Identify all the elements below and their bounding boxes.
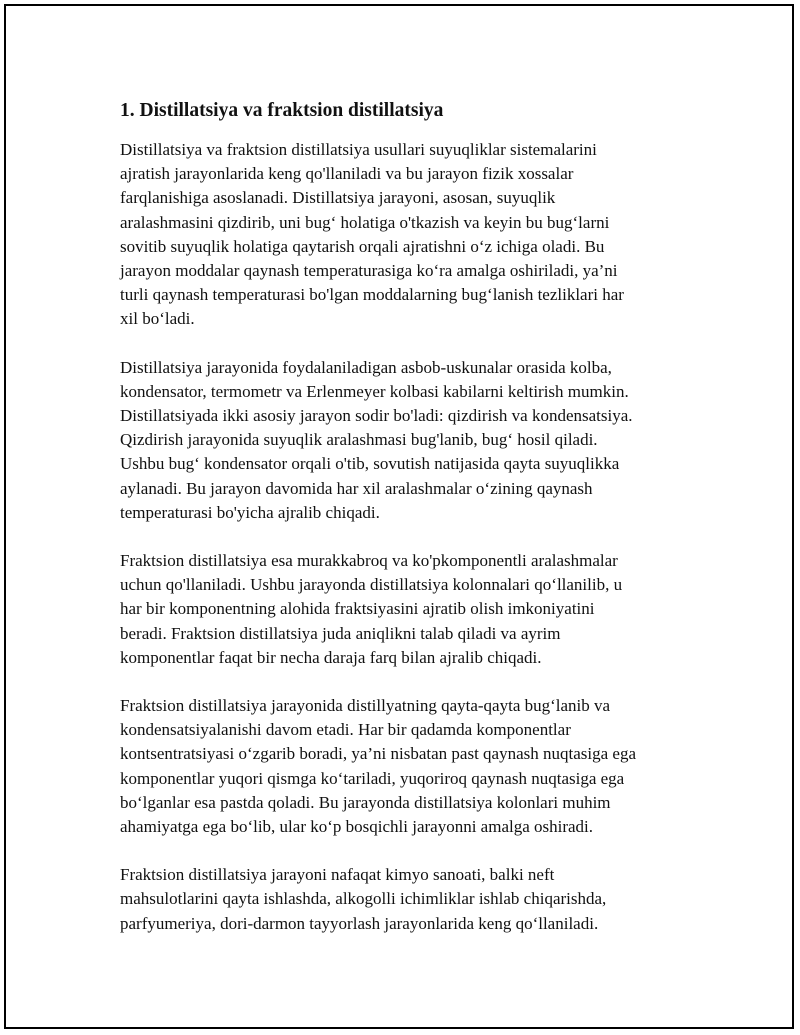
text-line: kondensatsiyalanishi davom etadi. Har bir qadamda komponentlar: [120, 720, 571, 740]
text-line: Ushbu bug‘ kondensator orqali o'tib, sovutish natijasida qayta suyuqlikka: [120, 454, 620, 474]
text-line: Fraktsion distillatsiya esa murakkabroq va ko'pkomponentli aralashmalar: [120, 551, 618, 571]
text-line: kontsentratsiyasi o‘zgarib boradi, ya’ni nisbatan past qaynash nuqtasiga ega: [120, 744, 636, 764]
text-line: uchun qo'llaniladi. Ushbu jarayonda distillatsiya kolonnalari qo‘llanilib, u: [120, 575, 623, 595]
paragraph-3: [120, 549, 710, 670]
text-line: ahamiyatga ega bo‘lib, ular ko‘p bosqichli jarayonni amalga oshiradi.: [120, 817, 594, 837]
document-body: [120, 98, 710, 960]
text-line: aylanadi. Bu jarayon davomida har xil aralashmalar o‘zining qaynash: [120, 478, 593, 498]
text-line: ajratish jarayonlarida keng qo'llaniladi va bu jarayon fizik xossalar: [120, 164, 574, 184]
text-line: komponentlar yuqori qismga ko‘tariladi, yuqoriroq qaynash nuqtasiga ega: [120, 768, 625, 788]
text-line: komponentlar faqat bir necha daraja farq bilan ajralib chiqadi.: [120, 647, 542, 667]
text-line: Fraktsion distillatsiya jarayonida distillyatning qayta-qayta bug‘lanib va: [120, 696, 611, 716]
document-title: 1. Distillatsiya va fraktsion distillatsiya: [120, 100, 444, 121]
paragraph-4: [120, 694, 710, 839]
page-frame: [4, 4, 794, 1029]
text-line: aralashmasini qizdirib, uni bug‘ holatiga o'tkazish va keyin bu bug‘larni: [120, 212, 610, 232]
text-line: Distillatsiya jarayonida foydalaniladigan asbob-uskunalar orasida kolba,: [120, 357, 612, 377]
text-line: parfyumeriya, dori-darmon tayyorlash jarayonlarida keng qo‘llaniladi.: [120, 913, 599, 933]
text-line: sovitib suyuqlik holatiga qaytarish orqali ajratishni o‘z ichiga oladi. Bu: [120, 236, 605, 256]
text-line: xil bo‘ladi.: [120, 309, 195, 329]
text-line: kondensator, termometr va Erlenmeyer kolbasi kabilarni keltirish mumkin.: [120, 381, 629, 401]
text-line: turli qaynash temperaturasi bo'lgan moddalarning bug‘lanish tezliklari har: [120, 285, 624, 305]
text-line: bo‘lganlar esa pastda qoladi. Bu jarayonda distillatsiya kolonlari muhim: [120, 792, 611, 812]
text-line: mahsulotlarini qayta ishlashda, alkogolli ichimliklar ishlab chiqarishda,: [120, 889, 607, 909]
text-line: har bir komponentning alohida fraktsiyasini ajratib olish imkoniyatini: [120, 599, 595, 619]
text-line: beradi. Fraktsion distillatsiya juda aniqlikni talab qiladi va ayrim: [120, 623, 561, 643]
text-line: Distillatsiya va fraktsion distillatsiya usullari suyuqliklar sistemalarini: [120, 140, 597, 159]
paragraph-1: [120, 138, 710, 332]
text-line: temperaturasi bo'yicha ajralib chiqadi.: [120, 502, 380, 522]
text-line: Qizdirish jarayonida suyuqlik aralashmasi bug'lanib, bug‘ hosil qiladi.: [120, 430, 598, 450]
paragraph-2: [120, 356, 710, 525]
text-line: farqlanishiga asoslanadi. Distillatsiya jarayoni, asosan, suyuqlik: [120, 188, 556, 208]
paragraph-5: [120, 863, 710, 936]
text-line: Distillatsiyada ikki asosiy jarayon sodir bo'ladi: qizdirish va kondensatsiya.: [120, 406, 633, 426]
text-line: Fraktsion distillatsiya jarayoni nafaqat kimyo sanoati, balki neft: [120, 865, 555, 885]
text-line: jarayon moddalar qaynash temperaturasiga ko‘ra amalga oshiriladi, ya’ni: [120, 261, 618, 281]
